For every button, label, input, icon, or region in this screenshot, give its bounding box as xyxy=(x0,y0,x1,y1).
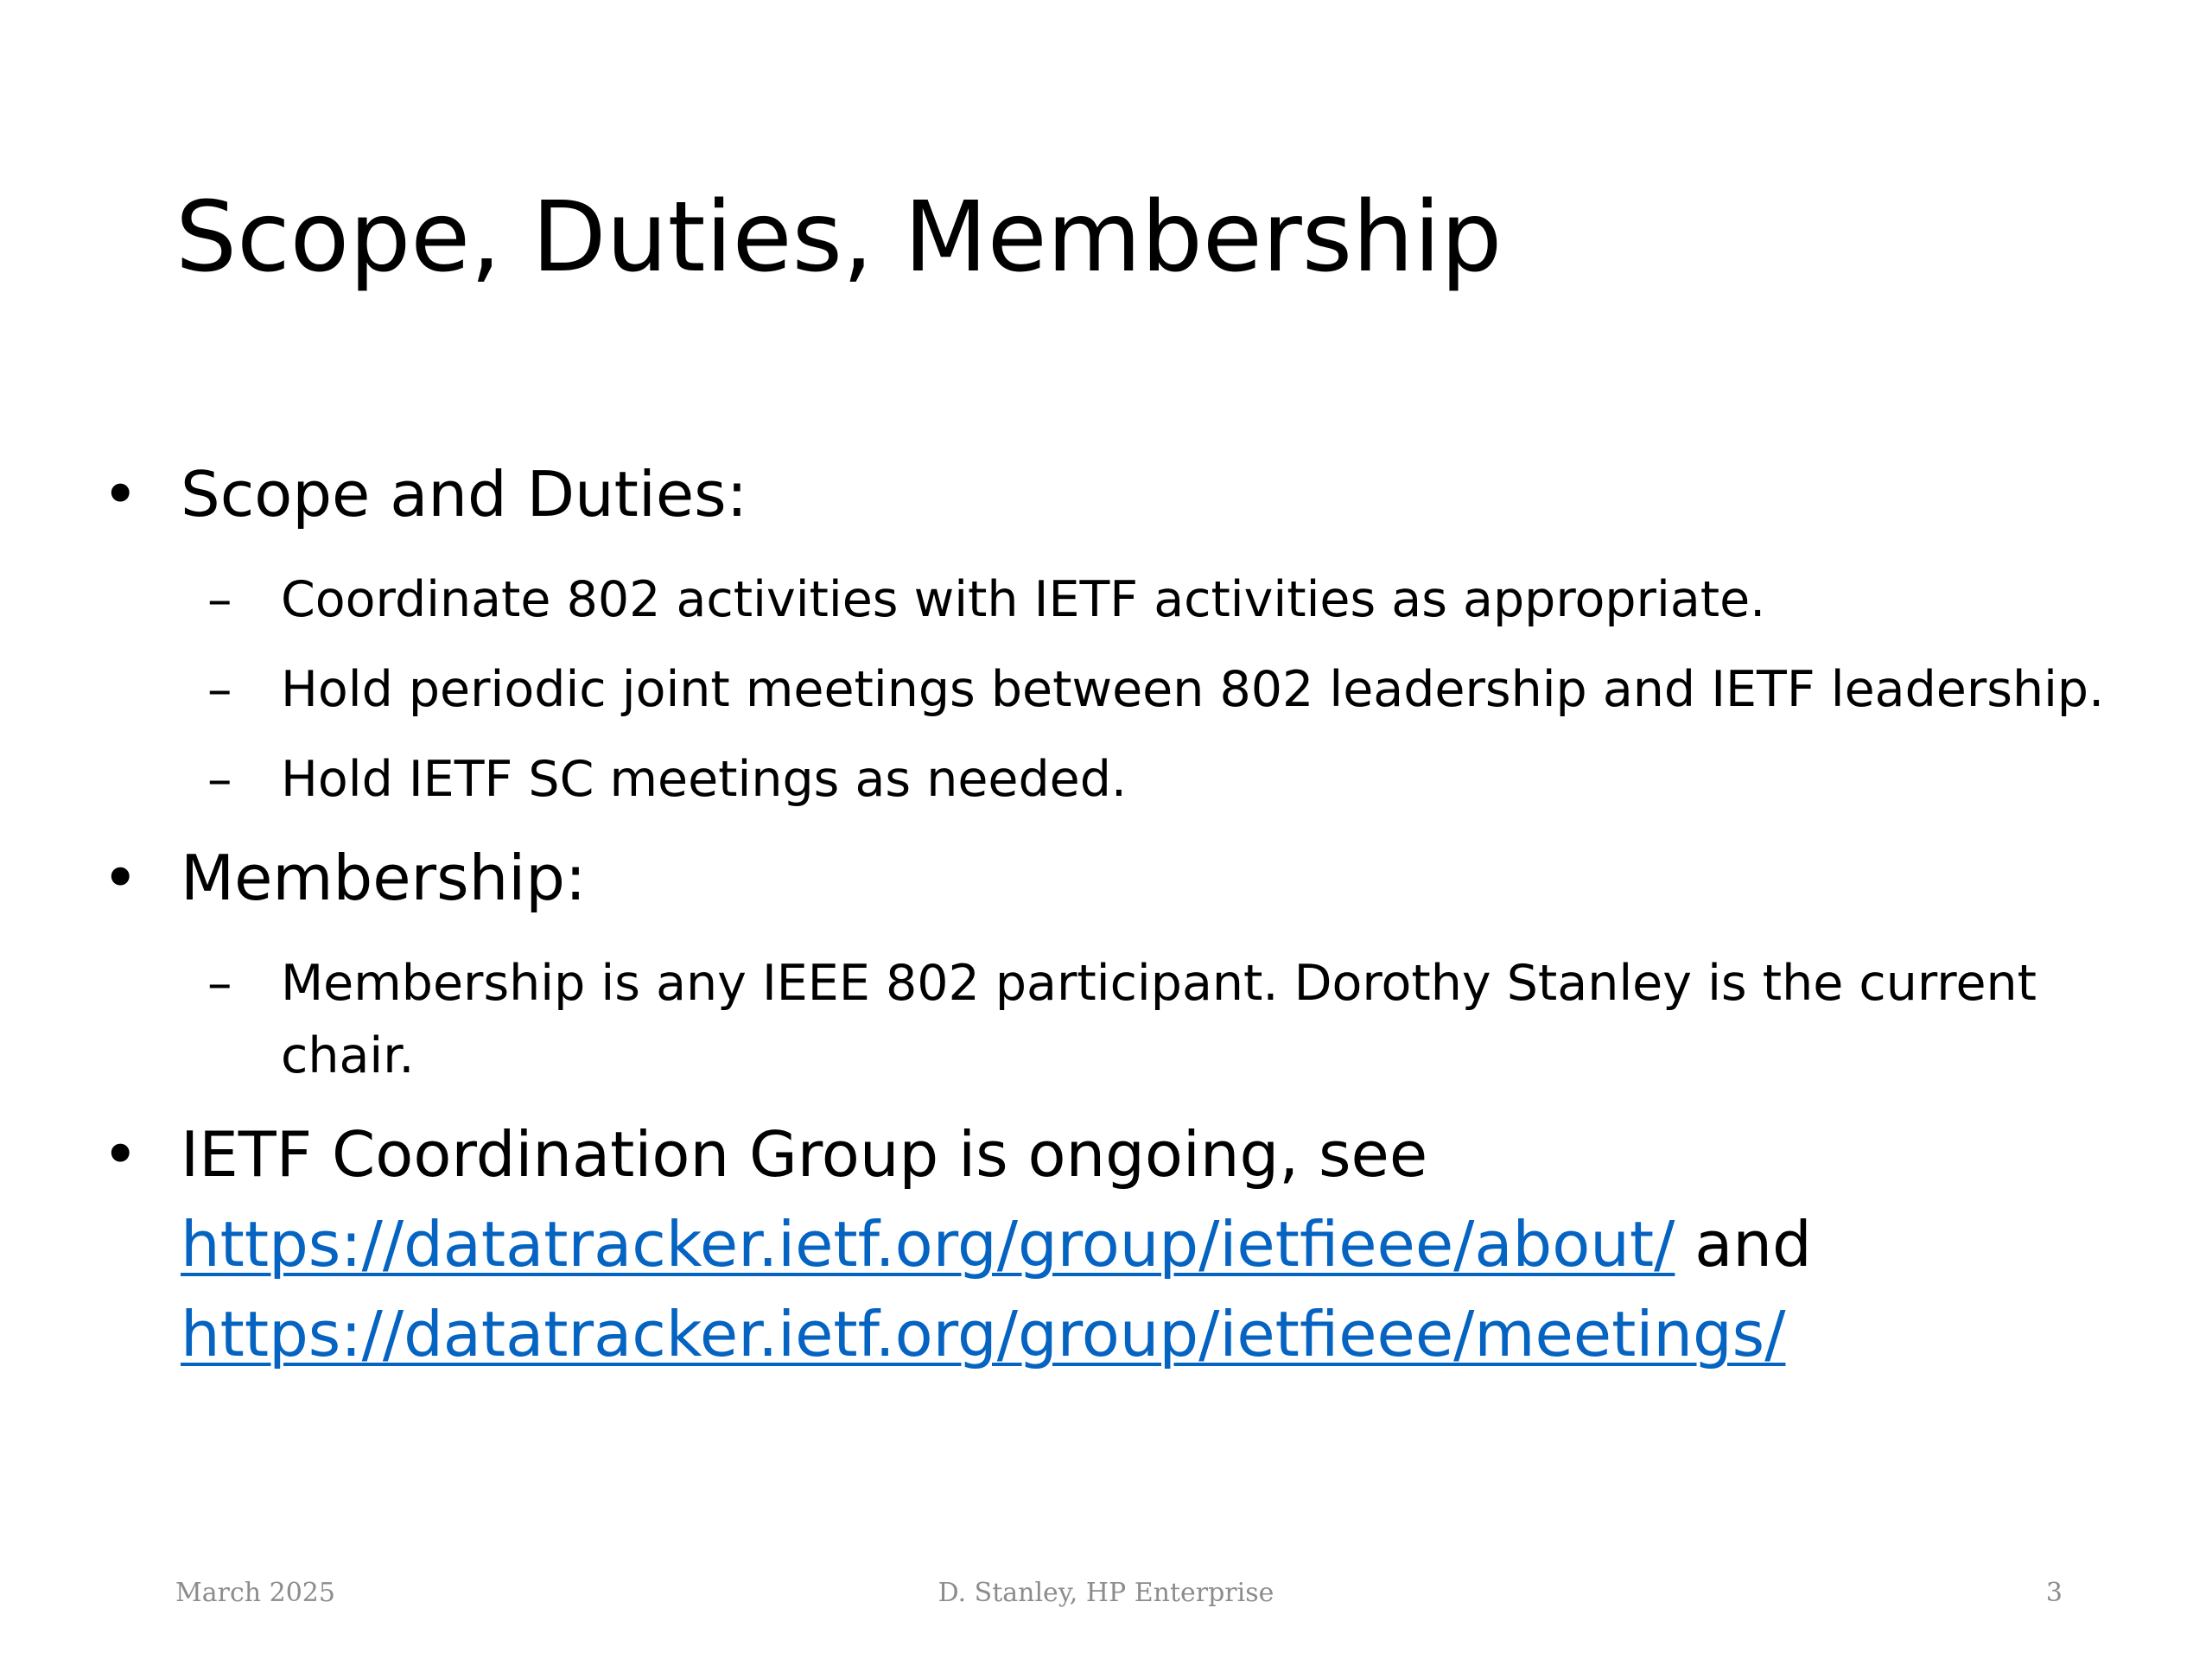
dash-icon: – xyxy=(207,571,232,628)
link-line-meetings xyxy=(181,1289,2212,1379)
page-number: 3 xyxy=(2045,1578,2063,1608)
sub-item xyxy=(0,563,2212,636)
bullet-ietf-coordination xyxy=(0,1109,2212,1379)
sub-item xyxy=(0,743,2212,816)
sub-item-text: Coordinate 802 activities with IETF activities as appropriate. xyxy=(281,571,1766,628)
joiner-text: and xyxy=(1694,1208,1812,1281)
dash-icon: – xyxy=(207,955,232,1012)
about-link[interactable]: https://datatracker.ietf.org/group/ietfieee/about/ xyxy=(181,1208,1675,1281)
sub-list-membership xyxy=(0,947,2212,1092)
slide-title: Scope, Duties, Membership xyxy=(175,181,1503,294)
sub-list-scope-duties xyxy=(0,563,2212,816)
footer-author: D. Stanley, HP Enterprise xyxy=(938,1578,1274,1608)
bullet-icon: • xyxy=(102,1118,139,1191)
bullet-text: Scope and Duties: xyxy=(181,458,747,531)
sub-item xyxy=(0,947,2212,1092)
slide-content xyxy=(0,449,2212,1403)
link-line-about xyxy=(181,1199,2212,1289)
sub-item-text: Membership is any IEEE 802 participant. Dorothy Stanley is the current chair. xyxy=(281,955,2037,1084)
dash-icon: – xyxy=(207,751,232,808)
sub-item xyxy=(0,653,2212,726)
bullet-icon: • xyxy=(102,842,139,914)
bullet-scope-duties xyxy=(0,449,2212,539)
bullet-text: IETF Coordination Group is ongoing, see xyxy=(181,1118,1428,1191)
bullet-text: Membership: xyxy=(181,842,587,914)
sub-item-text: Hold IETF SC meetings as needed. xyxy=(281,751,1128,808)
bullet-icon: • xyxy=(102,458,139,531)
meetings-link[interactable]: https://datatracker.ietf.org/group/ietfieee/meetings/ xyxy=(181,1298,1786,1370)
bullet-membership xyxy=(0,833,2212,923)
footer-date: March 2025 xyxy=(175,1578,335,1608)
dash-icon: – xyxy=(207,661,232,718)
sub-item-text: Hold periodic joint meetings between 802 leadership and IETF leadership. xyxy=(281,661,2105,718)
